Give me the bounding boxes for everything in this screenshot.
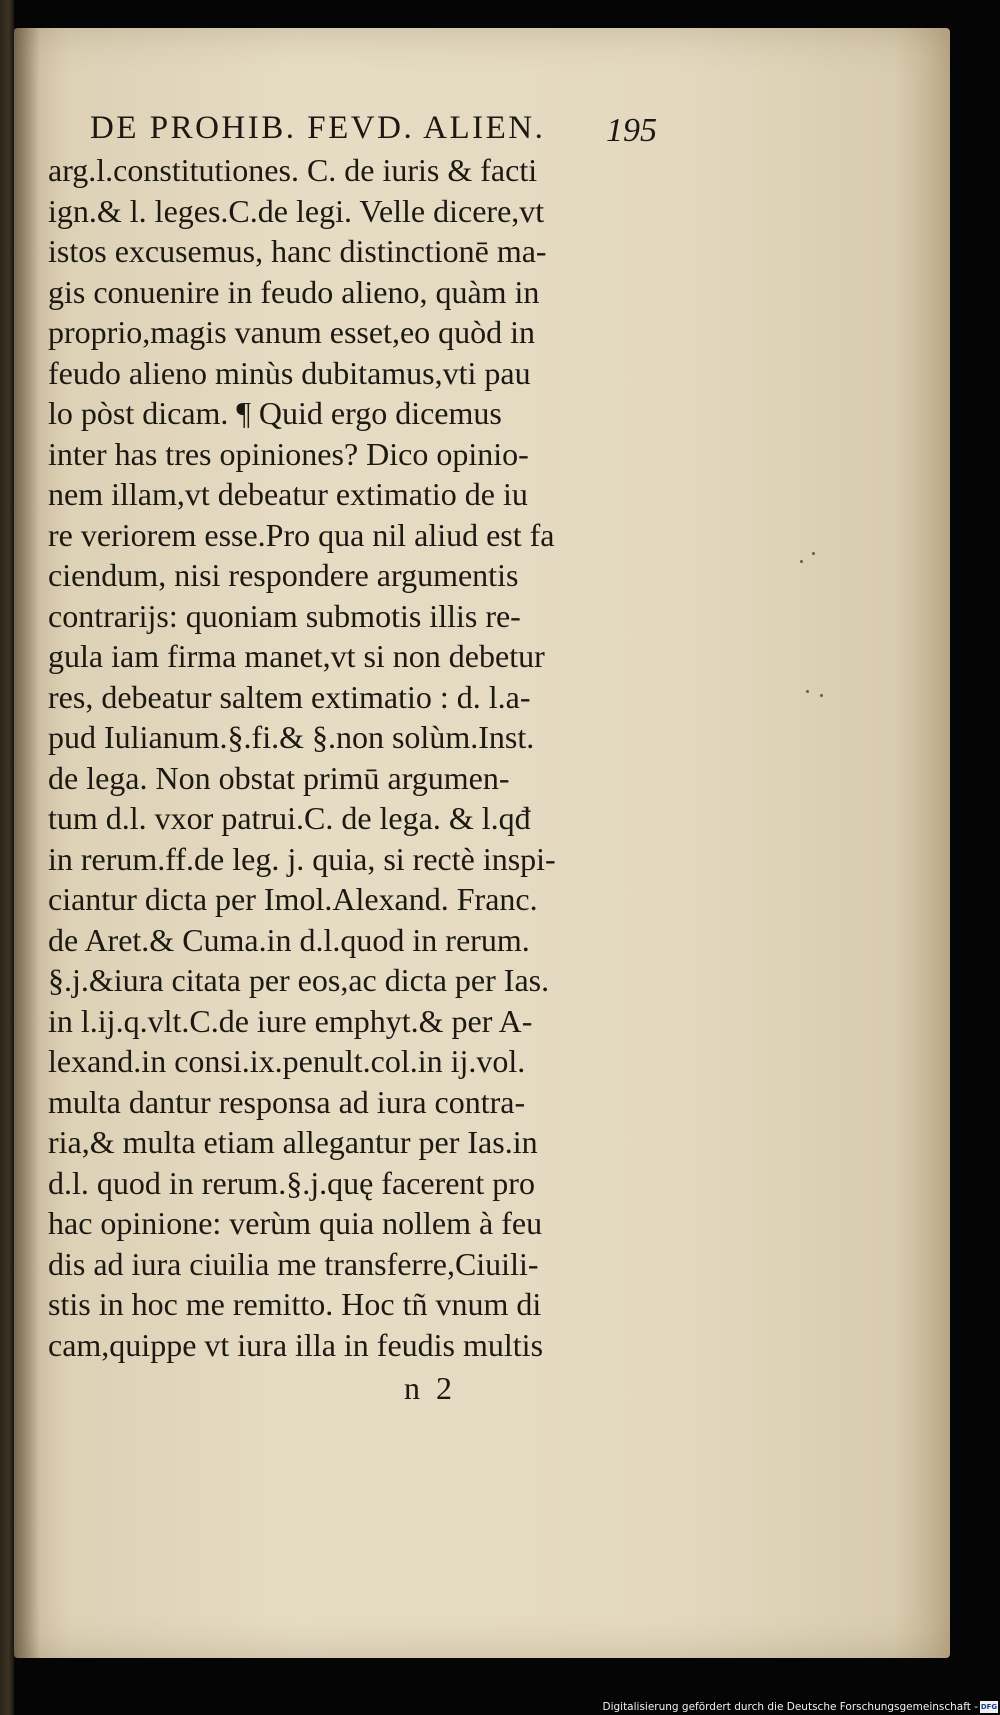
text-line: in l.ij.q.vlt.C.de iure emphyt.& per A- xyxy=(48,1002,533,1039)
dfg-logo-icon: DFG xyxy=(980,1703,998,1711)
text-line: hac opinione: verùm quia nollem à feu xyxy=(48,1205,543,1241)
text-line: arg.l.constitutiones. C. de iuris & facti xyxy=(48,152,538,188)
text-line: tum d.l. vxor patrui.C. de lega. & l.qđ xyxy=(48,800,531,836)
text-line: gis conuenire in feudo alieno, quàm in xyxy=(48,273,540,310)
folio-number: 195 xyxy=(606,112,657,149)
text-line: ciendum, nisi respondere argumentis xyxy=(48,557,519,593)
text-line: gula iam firma manet,vt si non debetur xyxy=(48,638,545,674)
running-head: DE PROHIB. FEVD. ALIEN. xyxy=(90,110,546,146)
paper-speck xyxy=(800,560,803,563)
text-line: ria,& multa etiam allegantur per Ias.in xyxy=(48,1124,538,1160)
paper-speck xyxy=(820,694,823,697)
text-line: multa dantur responsa ad iura contra- xyxy=(48,1083,526,1120)
text-line: contrarijs: quoniam submotis illis re- xyxy=(48,597,521,634)
text-line: re veriorem esse.Pro qua nil aliud est fa xyxy=(48,516,555,553)
body-text xyxy=(48,150,668,1365)
text-line: ign.& l. leges.C.de legi. Velle dicere,vt xyxy=(48,192,545,229)
text-line: inter has tres opiniones? Dico opinio- xyxy=(48,435,529,472)
text-line: §.j.&iura citata per eos,ac dicta per Ias. xyxy=(48,962,550,998)
text-line: lexand.in consi.ix.penult.col.in ij.vol. xyxy=(48,1043,526,1079)
text-line: nem illam,vt debeatur extimatio de iu xyxy=(48,476,528,512)
text-line: de lega. Non obstat primū argumen- xyxy=(48,759,510,796)
text-line: de Aret.& Cuma.in d.l.quod in rerum. xyxy=(48,921,530,958)
text-line: pud Iulianum.§.fi.& §.non solùm.Inst. xyxy=(48,719,535,755)
text-line: cam,quippe vt iura illa in feudis multis xyxy=(48,1326,544,1363)
text-line: res, debeatur saltem extimatio : d. l.a- xyxy=(48,678,531,715)
text-line: d.l. quod in rerum.§.j.quę facerent pro xyxy=(48,1164,535,1201)
text-line: istos excusemus, hanc distinctionē ma- xyxy=(48,233,547,269)
text-line: ciantur dicta per Imol.Alexand. Franc. xyxy=(48,881,538,917)
text-line: lo pòst dicam. ¶ Quid ergo dicemus xyxy=(48,395,502,431)
text-line: proprio,magis vanum esset,eo quòd in xyxy=(48,314,536,350)
paper-speck xyxy=(812,552,815,555)
book-binding-edge xyxy=(0,0,14,1715)
signature-mark: n 2 xyxy=(404,1370,456,1406)
text-line: stis in hoc me remitto. Hoc tñ vnum di xyxy=(48,1286,542,1322)
text-line: feudo alieno minùs dubitamus,vti pau xyxy=(48,354,531,391)
digitization-credit: Digitalisierung gefördert durch die Deutsche Forschungsgemeinschaft - xyxy=(602,1701,978,1713)
text-line: in rerum.ff.de leg. j. quia, si rectè inspi- xyxy=(48,840,556,877)
paper-speck xyxy=(806,690,809,693)
gutter-shadow xyxy=(14,28,40,1658)
text-line: dis ad iura ciuilia me transferre,Ciuili- xyxy=(48,1245,539,1282)
